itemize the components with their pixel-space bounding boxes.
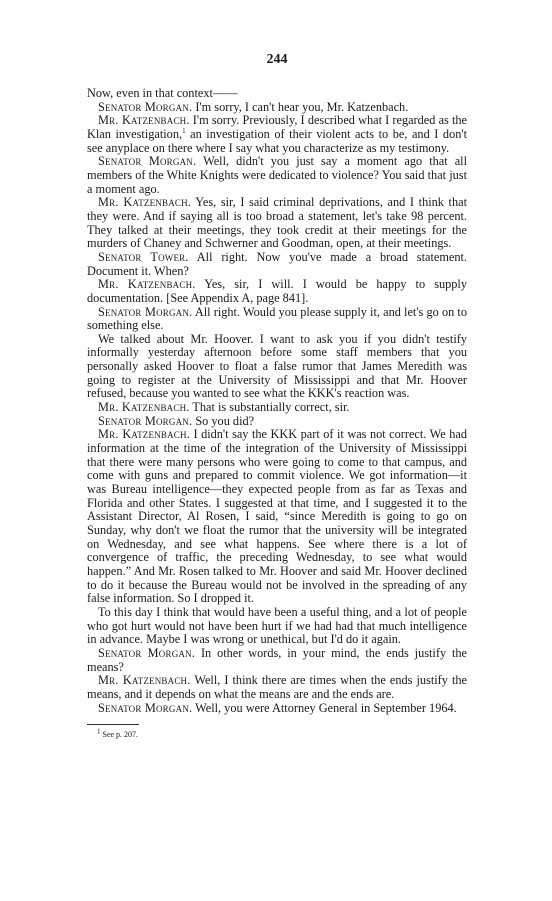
transcript-paragraph [87,196,467,251]
speaker-name: Senator Morgan. [98,413,193,428]
paragraph-text: In other words, in your mind, the ends justify the means? [87,645,468,674]
speaker-name: Senator Tower. [98,249,189,264]
paragraph-text: Yes, sir, I said criminal deprivations, and I think that they were. And if saying all is too broad a statement, let's take 98 percent. They talked at their meetings, they took credit at their meetings for the murders of Chaney and Schwerner and Goodman, open, at their meetings. [87,195,467,251]
transcript-paragraph [87,278,467,305]
speaker-name: Mr. Katzenbach. [98,277,196,292]
paragraph-text: I didn't say the KKK part of it was not correct. We had information at the time of the integration of the University of Mississippi that there were many persons who were going to come to that campus, and come with guns and prepared to commit violence. We got information—it was Bureau intelligence—they expected people from as far as Texas and Florida and other States. I suggested at that time, and I suggested it to the Assistant Director, Al Rosen, I said, “since Meredith is going to go on Sunday, why don't we float the rumor that the university will be integrated on Wednesday, and see what happens. See where there is a lot of convergence of traffic, the preceding Wednesday, to see what would happen.” And Mr. Rosen talked to Mr. Hoover and said Mr. Hoover declined to do it because the Bureau would not be involved in the spreading of any false information. So I dropped it. [87,427,467,606]
transcript-paragraph [87,647,467,674]
transcript-paragraph [87,87,467,101]
paragraph-text: That is substantially correct, sir. [189,400,350,415]
paragraph-text: We talked about Mr. Hoover. I want to ask you if you didn't testify informally yesterday afternoon before some staff members that you personally asked Hoover to float a false rumor that James Meredith was going to register at the University of Mississippi and that Mr. Hoover refused, because you wanted to see what the KKK's reaction was. [87,331,467,401]
page-number: 244 [266,52,288,67]
transcript-paragraph [87,674,467,701]
footnote-number: 1 [97,727,101,736]
speaker-name: Senator Morgan. [98,700,193,715]
transcript-paragraph [87,251,467,278]
paragraph-text: an investigation of their violent acts to be, and I don't see anyplace on there where I say what you characterize as my testimony. [87,126,468,155]
transcript-paragraph [87,606,467,647]
footnote [87,727,467,740]
transcript-paragraph [87,702,467,716]
transcript-paragraph [87,101,467,115]
speaker-name: Senator Morgan. [98,304,193,319]
transcript-paragraph [87,306,467,333]
paragraph-text: All right. Now you've made a broad statement. Document it. When? [87,249,467,278]
paragraph-text: I'm sorry, I can't hear you, Mr. Katzenbach. [192,99,409,114]
paragraph-text: Yes, sir, I will. I would be happy to supply documentation. [See Appendix A, page 841]. [87,277,467,305]
speaker-name: Senator Morgan. [98,99,193,114]
transcript-paragraph [87,155,467,196]
document-page [87,52,467,740]
paragraph-text: So you did? [192,413,255,428]
transcript-paragraph [87,401,467,415]
footnote-text: See p. 207. [100,730,139,740]
paragraph-text: Now, even in that context—— [87,86,238,100]
speaker-name: Mr. Katzenbach. [98,673,191,688]
speaker-name: Mr. Katzenbach. [98,113,190,128]
paragraph-text: I'm sorry. Previously, I described what I regarded as the Klan investigation, [87,113,467,141]
transcript-paragraph [87,415,467,429]
transcript-paragraph [87,333,467,401]
paragraph-text: All right. Would you please supply it, and let's go on to something else. [87,304,467,333]
speaker-name: Mr. Katzenbach. [98,195,192,210]
paragraph-text: Well, I think there are times when the ends justify the means, and it depends on what the means are and the ends are. [87,673,467,701]
paragraph-text: Well, didn't you just say a moment ago that all members of the White Knights were dedicated to violence? You said that just a moment ago. [87,154,467,196]
speaker-name: Mr. Katzenbach. [98,427,190,442]
transcript-paragraph [87,428,467,606]
transcript-body [87,87,467,715]
footnote-reference: 1 [182,126,186,135]
footnote-divider [87,724,139,725]
paragraph-text: To this day I think that would have been a useful thing, and a lot of people who got hurt would not have been hurt if we had had that much intelligence in advance. Maybe I was wrong or unethical, but I'd do it again. [87,604,467,647]
paragraph-text: Well, you were Attorney General in September 1964. [192,700,457,715]
speaker-name: Senator Morgan. [98,154,197,169]
speaker-name: Mr. Katzenbach. [98,400,190,415]
speaker-name: Senator Morgan. [98,645,196,660]
transcript-paragraph [87,114,467,155]
